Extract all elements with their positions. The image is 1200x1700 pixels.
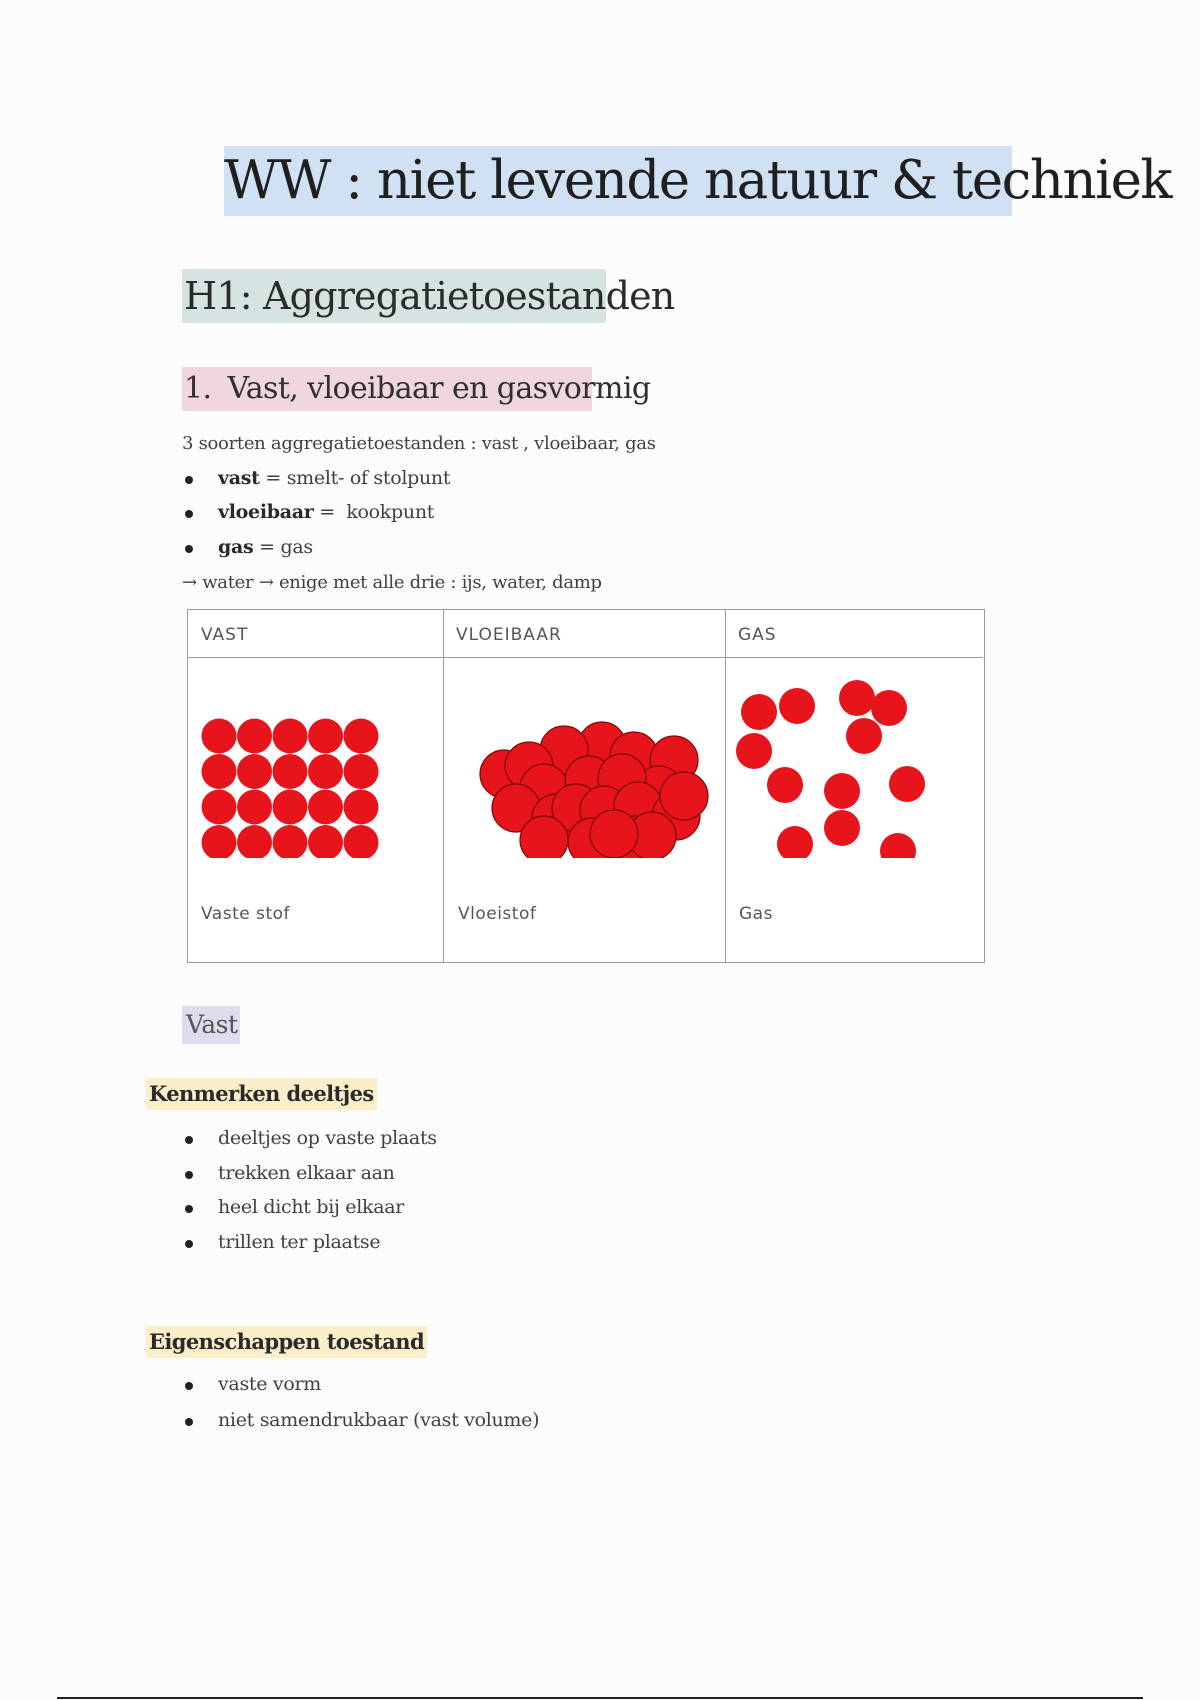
state-separator: =	[313, 501, 347, 523]
list-item: heel dicht bij elkaar	[218, 1196, 405, 1218]
solid-particle	[308, 754, 343, 789]
liquid-particle	[520, 816, 568, 858]
gas-particle	[767, 767, 803, 803]
solid-particle	[344, 719, 379, 754]
state-definition: kookpunt	[346, 501, 435, 523]
gas-particle	[871, 690, 907, 726]
solid-particle	[202, 754, 237, 789]
state-separator: =	[253, 536, 281, 558]
list-item: deeltjes op vaste plaats	[218, 1127, 437, 1149]
liquid-particle	[590, 810, 638, 858]
gas-particle	[839, 680, 875, 716]
solid-particle	[344, 790, 379, 825]
gas-particle	[741, 694, 777, 730]
bullet	[185, 1205, 193, 1213]
bullet	[185, 545, 193, 553]
state-term: vast	[218, 467, 260, 489]
gas-particle	[779, 688, 815, 724]
bullet	[185, 1240, 193, 1248]
solid-particle	[273, 719, 308, 754]
gas-particle	[736, 733, 772, 769]
solid-particle	[273, 790, 308, 825]
table-header-gas: GAS	[725, 610, 983, 658]
gas-particle	[777, 826, 813, 858]
table-header-vloeibaar: VLOEIBAAR	[443, 610, 725, 658]
solid-particle	[237, 754, 272, 789]
section-heading	[182, 367, 651, 411]
solid-particle	[237, 719, 272, 754]
list-item: trekken elkaar aan	[218, 1162, 395, 1184]
water-note: → water → enige met alle drie : ijs, water, damp	[182, 572, 602, 593]
solid-particle	[202, 825, 237, 858]
list-item: niet samendrukbaar (vast volume)	[218, 1409, 540, 1431]
liquid-particle	[660, 772, 708, 820]
bullet	[185, 1136, 193, 1144]
solid-particle	[237, 790, 272, 825]
state-item-gas	[218, 536, 313, 558]
caption-gas: Gas	[739, 904, 773, 924]
intro-text: 3 soorten aggregatietoestanden : vast , vloeibaar, gas	[182, 433, 656, 454]
state-definition: smelt- of stolpunt	[286, 467, 451, 489]
solid-particle	[202, 790, 237, 825]
solid-particle	[308, 719, 343, 754]
gas-particles-illustration	[726, 658, 982, 858]
caption-vloeistof: Vloeistof	[458, 904, 537, 924]
bullet	[185, 476, 193, 484]
gas-particle	[824, 773, 860, 809]
state-separator: =	[259, 467, 287, 489]
kenmerken-heading: Kenmerken deeltjes	[146, 1078, 377, 1110]
list-item: trillen ter plaatse	[218, 1231, 381, 1253]
states-table	[187, 609, 985, 963]
vast-heading: Vast	[182, 1006, 240, 1044]
section-number: 1.	[184, 371, 212, 406]
gas-particle	[824, 810, 860, 846]
solid-particle	[202, 719, 237, 754]
list-item: vaste vorm	[218, 1373, 322, 1395]
gas-particle	[889, 766, 925, 802]
state-term: vloeibaar	[218, 501, 314, 523]
page-bottom-rule	[57, 1697, 1143, 1699]
gas-particle	[880, 833, 916, 858]
liquid-particles-illustration	[444, 658, 724, 858]
state-item-vloeibaar	[218, 501, 434, 523]
section-title: Vast, vloeibaar en gasvormig	[227, 371, 651, 406]
state-item-vast	[218, 467, 450, 489]
solid-particle	[308, 790, 343, 825]
page-title: WW : niet levende natuur & techniek	[224, 146, 1012, 216]
bullet	[185, 510, 193, 518]
state-term: gas	[218, 536, 254, 558]
solid-particle	[237, 825, 272, 858]
caption-vaste-stof: Vaste stof	[201, 904, 291, 924]
table-header-vast: VAST	[188, 610, 443, 658]
solid-particle	[273, 754, 308, 789]
chapter-heading: H1: Aggregatietoestanden	[182, 269, 606, 323]
solid-particle	[308, 825, 343, 858]
gas-particle	[846, 718, 882, 754]
bullet	[185, 1382, 193, 1390]
state-definition: gas	[280, 536, 313, 558]
solid-particles-illustration	[188, 658, 443, 858]
solid-particle	[344, 825, 379, 858]
bullet	[185, 1171, 193, 1179]
eigenschappen-heading: Eigenschappen toestand	[146, 1326, 427, 1358]
solid-particle	[273, 825, 308, 858]
solid-particle	[344, 754, 379, 789]
bullet	[185, 1418, 193, 1426]
